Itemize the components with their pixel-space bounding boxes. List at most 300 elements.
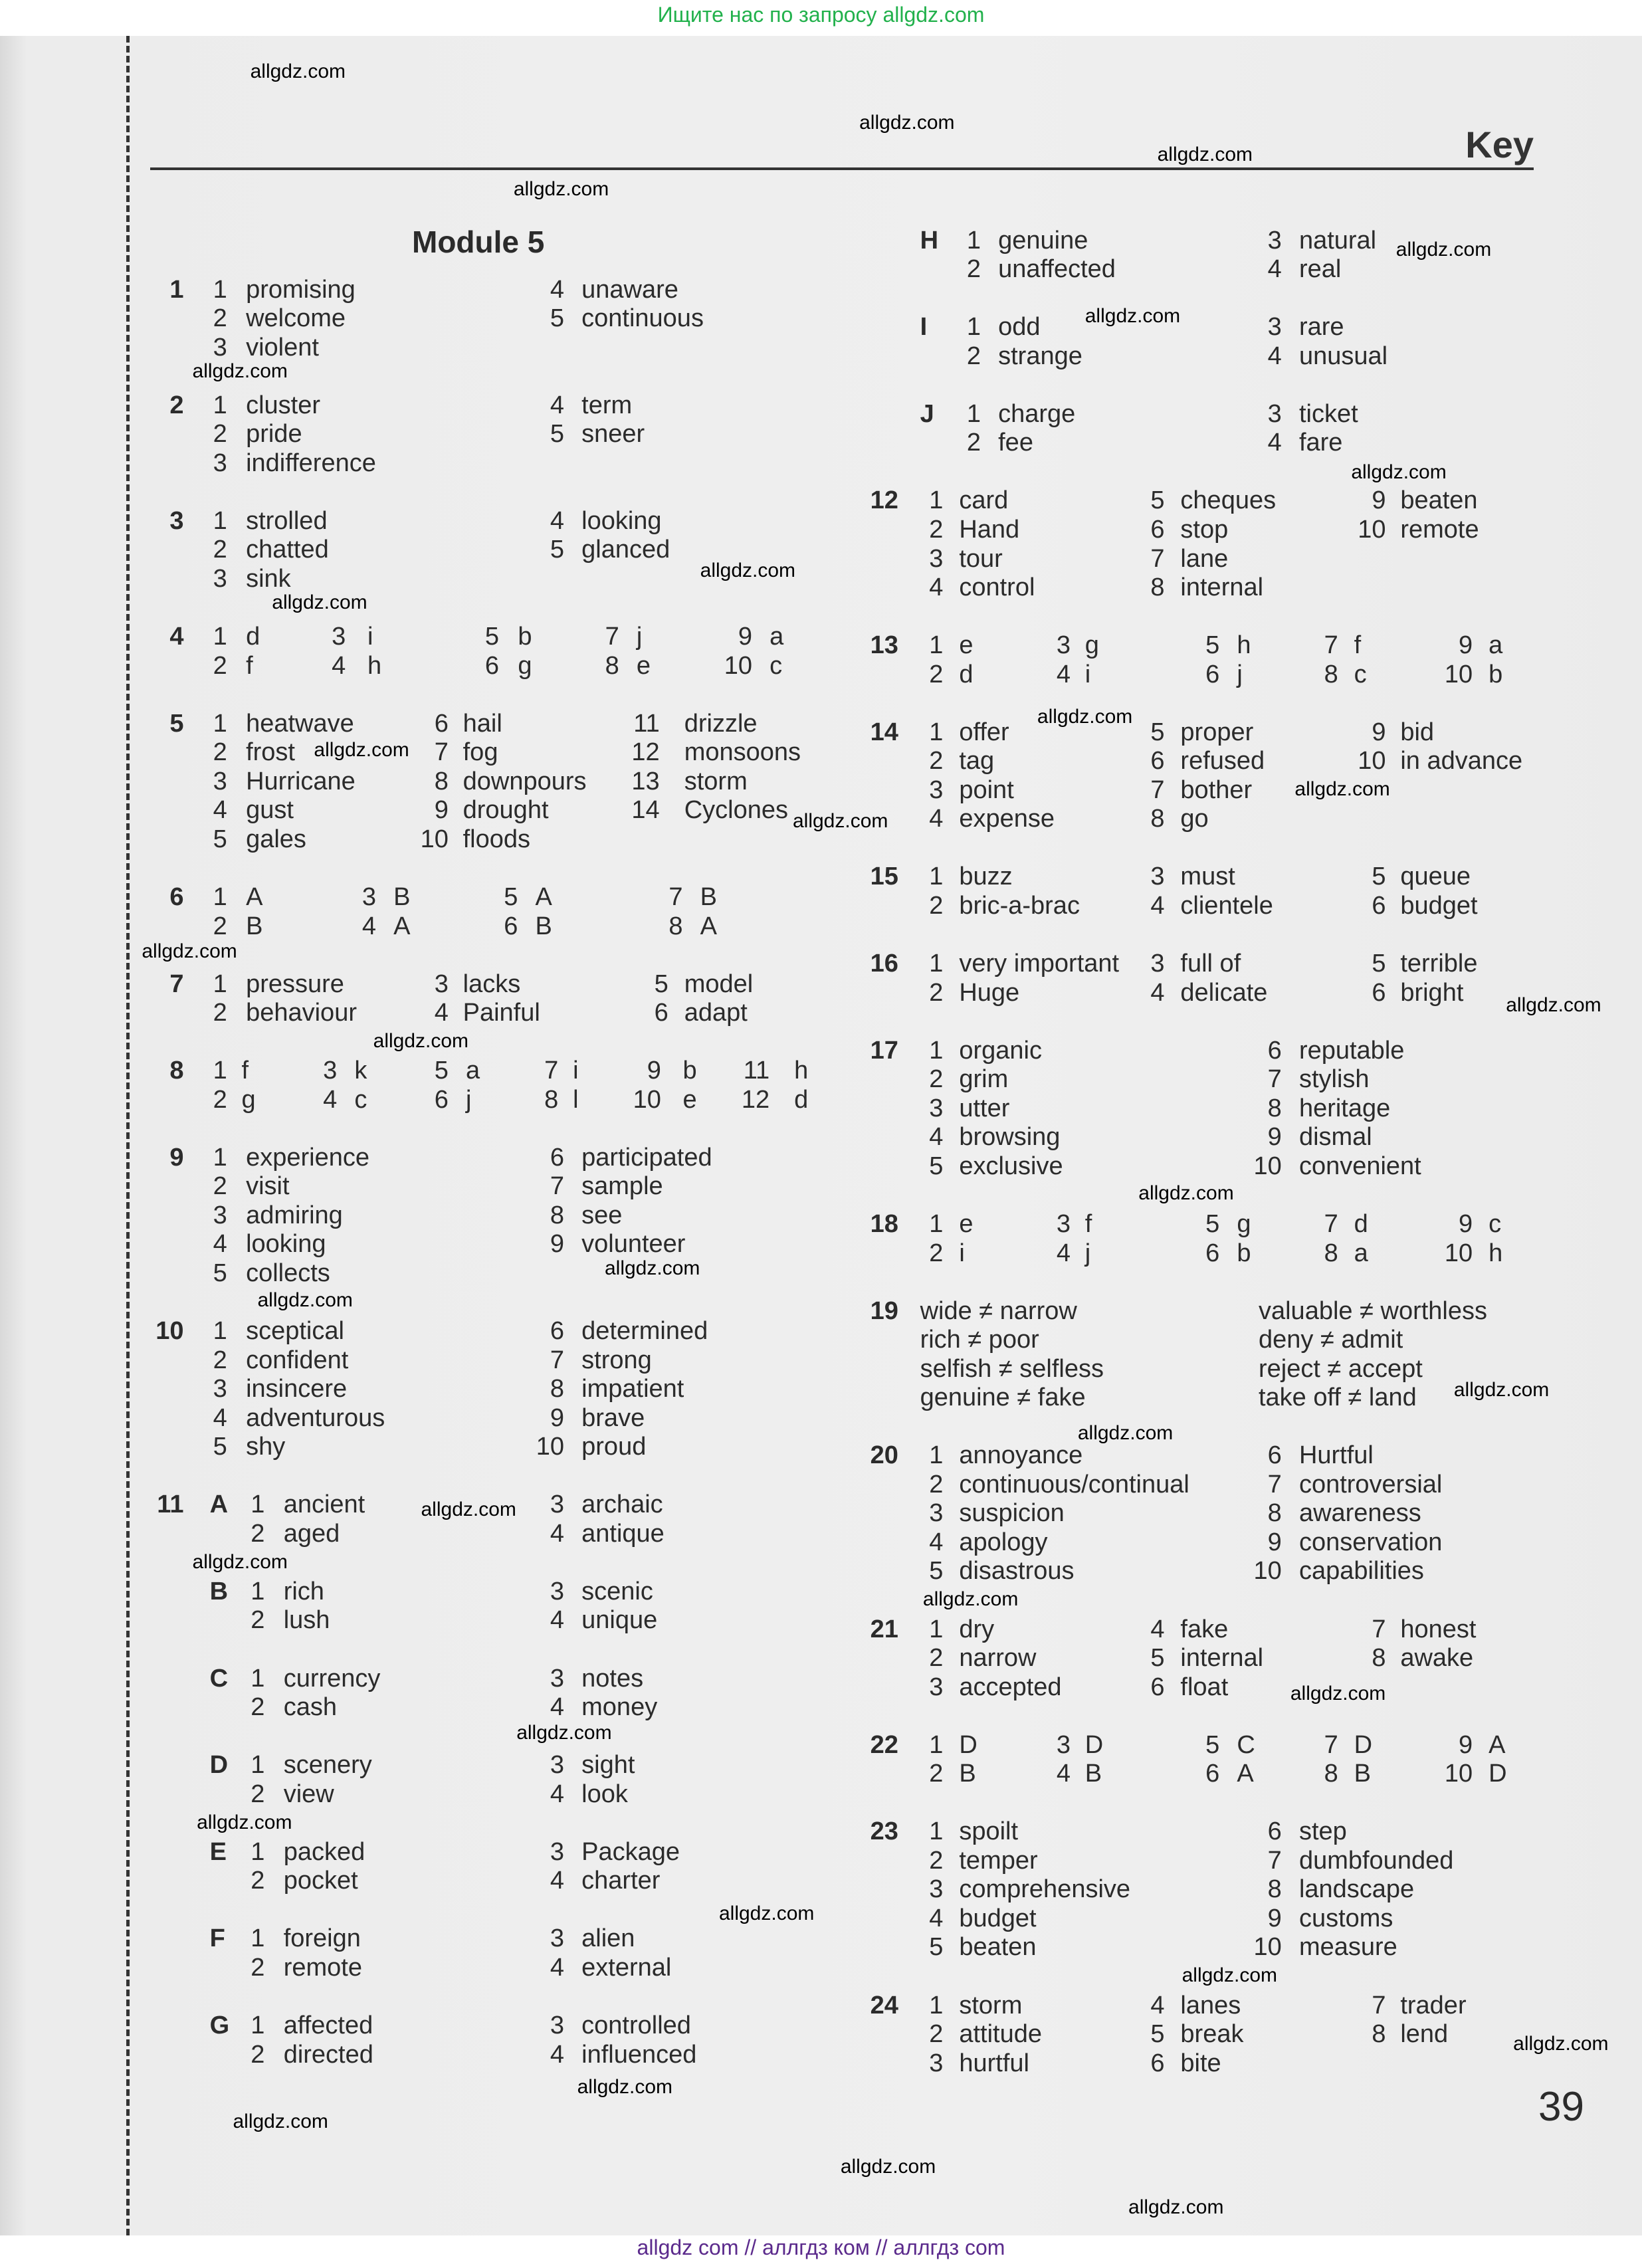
answer-word: budget [959,1904,1037,1932]
answer-word: annoyance [959,1441,1083,1470]
answer-word: downpours [462,767,587,795]
watermark: allgdz.com [700,560,796,582]
item-number: 2 [251,1693,265,1722]
exercise-number: 20 [870,1441,898,1470]
answer-word: hail [462,709,502,738]
item-number: 3 [323,1057,338,1085]
answer-word: convenient [1298,1152,1421,1180]
item-number: 1 [966,313,981,342]
item-number: 8 [1150,573,1165,602]
item-number: 9 [738,623,753,651]
answer-word: controversial [1298,1470,1443,1498]
answer-word: notes [581,1664,644,1693]
item-number: 1 [213,1317,227,1346]
item-number: 1 [929,486,944,515]
exercise-part-letter: D [209,1751,229,1780]
item-number: 7 [1324,1730,1338,1759]
answer-word: h [367,651,382,680]
item-number: 2 [213,1346,227,1374]
answer-word: ticket [1298,399,1358,428]
answer-word: continuous/continual [959,1470,1189,1498]
answer-word: g [518,651,532,680]
item-number: 3 [550,1751,565,1780]
answer-word: j [636,623,643,651]
answer-word: genuine [998,226,1088,255]
answer-word: proper [1180,718,1254,746]
item-number: 3 [550,1577,565,1605]
answer-word: g [241,1085,256,1114]
answer-word: in advance [1400,747,1523,775]
answer-word: h [794,1057,809,1085]
item-number: 14 [631,796,660,825]
item-number: 3 [434,970,449,998]
watermark: allgdz.com [197,1811,292,1833]
item-number: 3 [929,1875,944,1904]
answer-word: D [1354,1730,1373,1759]
item-number: 11 [633,709,660,738]
answer-word: term [581,391,633,419]
item-number: 4 [1056,660,1071,688]
answer-word: clientele [1180,892,1273,920]
answer-word: packed [283,1837,365,1866]
item-number: 3 [550,1924,565,1953]
item-number: 5 [654,970,668,998]
exercise-number: 22 [870,1730,898,1759]
exercise-number: 7 [169,970,184,998]
answer-word: take off ≠ land [1258,1384,1417,1412]
item-number: 5 [1372,950,1386,978]
answer-word: participated [581,1143,712,1172]
item-number: 5 [1372,863,1386,891]
answer-word: gales [246,825,306,853]
item-number: 1 [251,1837,265,1866]
item-number: 4 [1267,255,1282,284]
answer-word: strolled [246,506,328,535]
item-number: 1 [929,950,944,978]
item-number: 6 [1150,516,1165,544]
item-number: 2 [929,1470,944,1498]
item-number: 3 [213,1375,227,1403]
exercise-part-letter: B [209,1577,229,1605]
answer-word: unaffected [998,255,1116,284]
answer-word: money [581,1693,658,1722]
answer-word: b [518,623,532,651]
answer-word: strong [581,1346,652,1374]
answer-word: dumbfounded [1298,1846,1454,1875]
item-number: 9 [1459,631,1473,660]
answer-word: accepted [959,1673,1062,1701]
item-number: 5 [929,1557,944,1586]
item-number: 4 [550,391,565,419]
answer-word: impatient [581,1375,684,1403]
item-number: 3 [1056,1730,1071,1759]
answer-word: trader [1400,1991,1467,2019]
item-number: 4 [1150,978,1165,1007]
item-number: 5 [484,623,500,651]
answer-word: internal [1180,573,1264,602]
answer-word: charter [581,1867,661,1895]
item-number: 4 [1267,429,1282,457]
item-number: 7 [668,882,683,911]
item-number: 2 [213,536,227,564]
answer-word: point [959,775,1014,804]
answer-word: fare [1298,429,1343,457]
answer-word: ancient [283,1491,365,1519]
item-number: 6 [484,651,500,680]
answer-word: landscape [1298,1875,1415,1904]
answer-word: admiring [246,1201,343,1229]
answer-word: floods [462,825,531,853]
answer-word: deny ≠ admit [1258,1326,1403,1354]
answer-word: i [1084,660,1091,688]
answer-word: A [1488,1730,1506,1759]
answer-word: view [283,1780,334,1808]
item-number: 6 [550,1143,565,1172]
watermark: allgdz.com [272,591,367,614]
item-number: 2 [251,1606,265,1635]
item-number: 5 [1150,718,1165,746]
answer-word: d [246,623,260,651]
item-number: 7 [1372,1615,1386,1643]
item-number: 4 [1267,342,1282,370]
item-number: 9 [550,1403,565,1432]
item-number: 2 [213,738,227,767]
answer-word: d [959,660,974,688]
exercise-part-letter: G [209,2011,230,2040]
item-number: 3 [929,1499,944,1528]
item-number: 5 [213,1259,227,1287]
answer-word: bite [1180,2049,1221,2077]
watermark: allgdz.com [1351,461,1447,484]
item-number: 3 [1056,1209,1071,1238]
answer-word: storm [959,1991,1023,2019]
answer-word: rare [1298,313,1344,342]
answer-word: wide ≠ narrow [920,1296,1077,1325]
answer-word: beaten [1400,486,1478,515]
watermark: allgdz.com [257,1289,353,1311]
item-number: 5 [1205,631,1220,660]
item-number: 1 [251,1577,265,1605]
answer-word: stop [1180,516,1229,544]
item-number: 4 [1150,892,1165,920]
watermark: allgdz.com [516,1721,612,1744]
item-number: 2 [213,651,227,680]
answer-word: real [1298,255,1342,284]
item-number: 10 [1444,1760,1473,1788]
answer-word: refused [1180,747,1265,775]
page-number: 39 [1538,2084,1584,2130]
item-number: 8 [1372,2020,1386,2049]
item-number: 8 [434,767,449,795]
watermark: allgdz.com [373,1030,469,1053]
watermark: allgdz.com [1084,305,1181,328]
answer-word: cheques [1180,486,1277,515]
answer-word: currency [283,1664,381,1693]
answer-word: browsing [959,1123,1061,1152]
answer-word: e [636,651,651,680]
item-number: 8 [668,912,683,940]
answer-word: see [581,1201,623,1229]
item-number: 2 [213,999,227,1027]
item-number: 3 [1056,631,1071,660]
answer-word: internal [1180,1644,1264,1673]
answer-word: comprehensive [959,1875,1131,1904]
item-number: 3 [213,449,227,477]
item-number: 4 [550,1606,565,1635]
item-number: 10 [536,1433,565,1461]
item-number: 1 [929,1817,944,1846]
answer-word: A [393,912,411,940]
item-number: 4 [213,1230,227,1259]
exercise-part-letter: H [920,226,939,255]
exercise-number: 5 [169,709,184,738]
watermark: allgdz.com [142,940,237,963]
answer-word: bid [1400,718,1435,746]
item-number: 10 [1358,516,1386,544]
item-number: 5 [1205,1209,1220,1238]
item-number: 1 [251,2011,265,2040]
answer-word: control [959,573,1035,602]
item-number: 5 [550,536,565,564]
item-number: 9 [647,1057,661,1085]
item-number: 6 [1267,1036,1282,1065]
section-title-key: Key [1465,124,1534,165]
item-number: 11 [743,1057,770,1085]
answer-word: float [1180,1673,1229,1701]
item-number: 4 [550,1780,565,1808]
item-number: 2 [213,420,227,449]
item-number: 7 [550,1172,565,1201]
answer-word: looking [581,506,662,535]
item-number: 2 [966,342,981,370]
item-number: 8 [1324,1239,1338,1267]
answer-word: g [1084,631,1099,660]
item-number: 4 [929,1904,944,1932]
exercise-number: 13 [870,631,898,660]
item-number: 5 [434,1057,449,1085]
item-number: 5 [1150,2020,1165,2049]
exercise-part-letter: F [209,1924,225,1953]
answer-word: directed [283,2040,373,2069]
item-number: 8 [550,1201,565,1229]
answer-word: experience [246,1143,369,1172]
answer-word: continuous [581,304,704,333]
answer-word: delicate [1180,978,1268,1007]
item-number: 1 [213,709,227,738]
answer-word: dry [959,1615,995,1643]
item-number: 3 [1267,399,1282,428]
item-number: 1 [929,718,944,746]
item-number: 4 [550,1519,565,1548]
answer-word: f [246,651,253,680]
exercise-number: 9 [169,1143,184,1172]
item-number: 3 [1150,863,1165,891]
answer-word: A [246,882,263,911]
item-number: 3 [929,1094,944,1122]
watermark: allgdz.com [840,2155,936,2178]
answer-word: Package [581,1837,680,1866]
answer-word: behaviour [246,999,357,1027]
top-banner[interactable]: Ищите нас по запросу allgdz.com [657,3,985,27]
exercise-number: 19 [870,1296,898,1325]
answer-word: c [1354,660,1367,688]
answer-word: B [535,912,552,940]
answer-word: D [1488,1760,1507,1788]
watermark: allgdz.com [421,1498,516,1521]
answer-word: b [1488,660,1503,688]
answer-word: awareness [1298,1499,1421,1528]
item-number: 3 [213,333,227,361]
item-number: 4 [213,796,227,825]
exercise-number: 2 [169,391,184,419]
item-number: 3 [929,775,944,804]
answer-word: temper [959,1846,1038,1875]
item-number: 12 [631,738,660,767]
item-number: 2 [213,304,227,333]
item-number: 5 [929,1933,944,1962]
item-number: 3 [213,767,227,795]
item-number: 2 [929,1239,944,1267]
exercise-number: 15 [870,863,898,891]
answer-word: c [1488,1209,1502,1238]
watermark: allgdz.com [577,2075,673,2098]
answer-word: A [535,882,552,911]
answer-word: remote [1400,516,1479,544]
item-number: 3 [929,2049,944,2077]
answer-word: model [684,970,754,998]
watermark: allgdz.com [1181,1964,1277,1987]
item-number: 3 [1267,313,1282,342]
item-number: 9 [1459,1209,1473,1238]
item-number: 2 [966,255,981,284]
answer-word: suspicion [959,1499,1065,1528]
answer-word: lanes [1180,1991,1241,2019]
exercise-number: 16 [870,950,898,978]
answer-word: alien [581,1924,635,1953]
answer-word: valuable ≠ worthless [1258,1296,1488,1325]
answer-word: B [393,882,411,911]
item-number: 5 [1150,486,1165,515]
answer-word: cash [283,1693,337,1722]
answer-word: Hurricane [246,767,356,795]
item-number: 7 [1267,1846,1282,1875]
item-number: 8 [1267,1499,1282,1528]
item-number: 4 [550,2040,565,2069]
answer-word: monsoons [684,738,801,767]
item-number: 6 [1205,1760,1220,1788]
answer-word: influenced [581,2040,697,2069]
item-number: 1 [251,1664,265,1693]
item-number: 5 [213,1433,227,1461]
header-rule [150,167,1534,170]
answer-word: customs [1298,1904,1393,1932]
answer-word: lacks [462,970,521,998]
item-number: 3 [550,1491,565,1519]
answer-word: scenery [283,1751,372,1780]
exercise-part-letter: E [209,1837,227,1866]
answer-word: volunteer [581,1230,686,1259]
answer-word: l [573,1085,579,1114]
bottom-banner[interactable]: allgdz com // аллгдз ком // аллгдз com [637,2235,1005,2259]
answer-word: adventurous [246,1403,385,1432]
answer-word: drizzle [684,709,758,738]
exercise-number: 12 [870,486,898,515]
answer-word: unaware [581,275,678,304]
item-number: 2 [929,660,944,688]
exercise-number: 1 [169,275,184,304]
item-number: 3 [361,882,377,911]
answer-word: heritage [1298,1094,1391,1122]
exercise-number: 3 [169,506,184,535]
item-number: 1 [251,1924,265,1953]
answer-word: i [573,1057,579,1085]
item-number: 1 [213,882,227,911]
answer-word: Hurtful [1298,1441,1374,1470]
answer-word: c [770,651,783,680]
watermark: allgdz.com [192,360,288,383]
item-number: 9 [1372,486,1386,515]
answer-word: heatwave [246,709,354,738]
answer-word: Painful [462,999,540,1027]
answer-word: collects [246,1259,330,1287]
answer-word: narrow [959,1644,1037,1673]
item-number: 2 [929,2020,944,2049]
answer-word: terrible [1400,950,1478,978]
answer-word: foreign [283,1924,361,1953]
answer-word: promising [246,275,356,304]
answer-word: j [465,1085,472,1114]
item-number: 2 [213,912,227,940]
answer-word: e [959,631,974,660]
item-number: 4 [550,1693,565,1722]
item-number: 6 [1205,660,1220,688]
answer-word: reputable [1298,1036,1405,1065]
watermark: allgdz.com [859,111,955,134]
answer-word: conservation [1298,1528,1443,1556]
answer-word: B [700,882,718,911]
answer-word: unusual [1298,342,1388,370]
item-number: 9 [434,796,449,825]
answer-word: archaic [581,1491,663,1519]
answer-word: step [1298,1817,1347,1846]
answer-word: B [1354,1760,1372,1788]
answer-word: honest [1400,1615,1477,1643]
answer-word: a [1354,1239,1368,1267]
answer-word: awake [1400,1644,1474,1673]
answer-word: organic [959,1036,1042,1065]
item-number: 1 [929,1730,944,1759]
answer-word: external [581,1953,672,1982]
item-number: 2 [966,429,981,457]
item-number: 4 [1056,1239,1071,1267]
answer-word: lush [283,1606,330,1635]
item-number: 2 [929,892,944,920]
item-number: 3 [332,623,346,651]
answer-word: attitude [959,2020,1042,2049]
item-number: 12 [741,1085,770,1114]
item-number: 6 [550,1317,565,1346]
answer-word: buzz [959,863,1013,891]
item-number: 2 [251,1519,265,1548]
watermark: allgdz.com [1506,993,1601,1016]
exercise-part-letter: I [920,313,928,342]
item-number: 7 [1267,1065,1282,1094]
item-number: 1 [213,1143,227,1172]
item-number: 4 [434,999,449,1027]
answer-word: affected [283,2011,373,2040]
watermark: allgdz.com [1037,706,1133,728]
answer-word: aged [283,1519,340,1548]
